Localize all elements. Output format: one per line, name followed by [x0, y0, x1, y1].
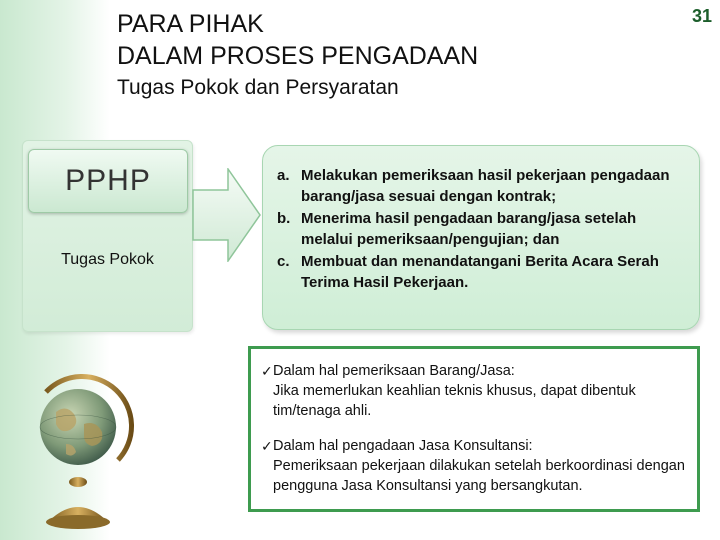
checkmark-icon: ✓: [261, 438, 273, 454]
page-number: 31: [691, 6, 712, 26]
list-item-text: Melakukan pemeriksaan hasil pekerjaan pengadaan barang/jasa sesuai dengan kontrak;: [301, 167, 670, 206]
requirement-note: [261, 436, 691, 496]
list-marker: c.: [277, 252, 290, 270]
note-heading: Dalam hal pengadaan Jasa Konsultansi:: [273, 438, 533, 454]
note-heading: Dalam hal pemeriksaan Barang/Jasa:: [273, 363, 515, 379]
note-body: Pemeriksaan pekerjaan dilakukan setelah berkoordinasi dengan pengguna Jasa Konsultansi yang bersangkutan.: [273, 458, 685, 494]
right-arrow-icon: [192, 168, 262, 262]
tasks-box: [262, 145, 700, 330]
title-line-1: PARA PIHAK: [117, 10, 264, 38]
globe-icon: [26, 372, 136, 532]
role-panel-label: Tugas Pokok: [61, 251, 154, 268]
role-panel: [22, 140, 193, 332]
list-item: [277, 208, 689, 251]
title-line-2: DALAM PROSES PENGADAAN: [117, 42, 479, 70]
slide-title: [117, 8, 657, 72]
tasks-list: [277, 165, 689, 293]
list-marker: a.: [277, 167, 290, 184]
requirement-note: [261, 361, 691, 421]
slide-subtitle: Tugas Pokok dan Persyaratan: [117, 76, 399, 99]
note-body: Jika memerlukan keahlian teknis khusus, dapat dibentuk tim/tenaga ahli.: [273, 383, 636, 419]
list-item-text: Membuat dan menandatangani Berita Acara Serah Terima Hasil Pekerjaan.: [301, 252, 659, 292]
requirements-box: [248, 346, 700, 512]
role-heading-box: PPHP: [28, 149, 188, 213]
list-item: [277, 165, 689, 208]
list-item-text: Menerima hasil pengadaan barang/jasa setelah melalui pemeriksaan/pengujian; dan: [301, 209, 637, 249]
checkmark-icon: ✓: [261, 363, 273, 379]
list-item: [277, 251, 689, 294]
list-marker: b.: [277, 209, 291, 227]
